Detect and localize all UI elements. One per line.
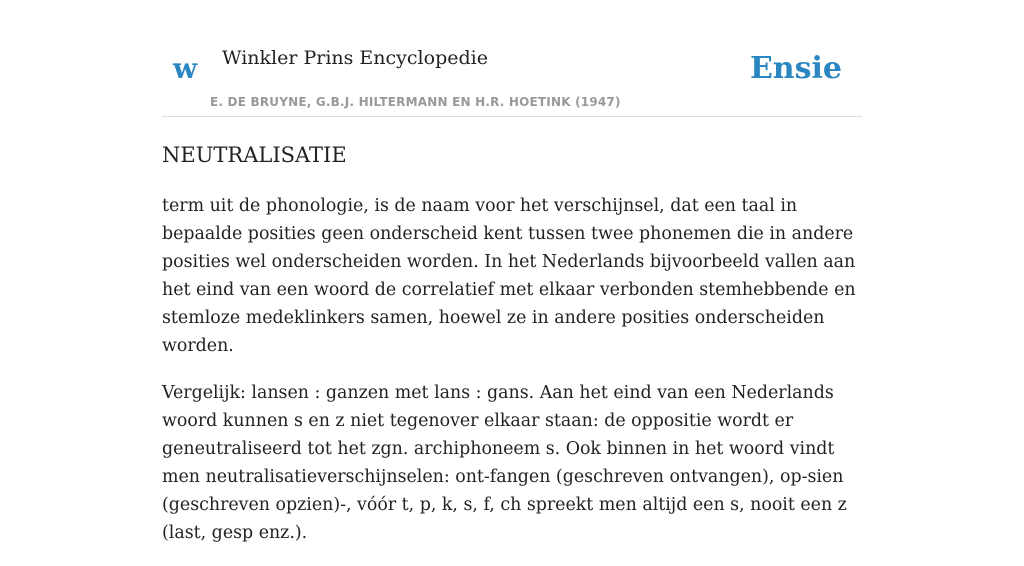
winkler-prins-logo[interactable]: w: [173, 52, 198, 85]
site-title[interactable]: Winkler Prins Encyclopedie: [222, 47, 488, 69]
ensie-logo[interactable]: Ensie: [749, 51, 842, 86]
header: [162, 0, 862, 117]
entry-title: NEUTRALISATIE: [162, 143, 347, 167]
entry-content: [162, 140, 867, 566]
entry-paragraph-2: Vergelijk: lansen : ganzen met lans : gans. Aan het eind van een Nederlands woord kunnen s en z niet tegenover elkaar staan: de oppositie wordt er geneutraliseerd tot het zgn. archiphoneem s. Ook binnen in het woord vindt men neutralisatieverschijnselen: ont-fangen (geschreven ontvangen), op-sien (geschreven opzien)-, vóór t, p, k, s, f, ch spreekt men altijd een s, nooit een z (last, gesp enz.).: [162, 383, 847, 543]
authors-line: E. DE BRUYNE, G.B.J. HILTERMANN EN H.R. HOETINK (1947): [210, 95, 621, 109]
entry-paragraph-1: term uit de phonologie, is de naam voor het verschijnsel, dat een taal in bepaalde posities geen onderscheid kent tussen twee phonemen die in andere posities wel onderscheiden worden. In het Nederlands bijvoorbeeld vallen aan het eind van een woord de correlatief met elkaar verbonden stemhebbende en stemloze medeklinkers samen, hoewel ze in andere posities onderscheiden worden.: [162, 196, 856, 356]
